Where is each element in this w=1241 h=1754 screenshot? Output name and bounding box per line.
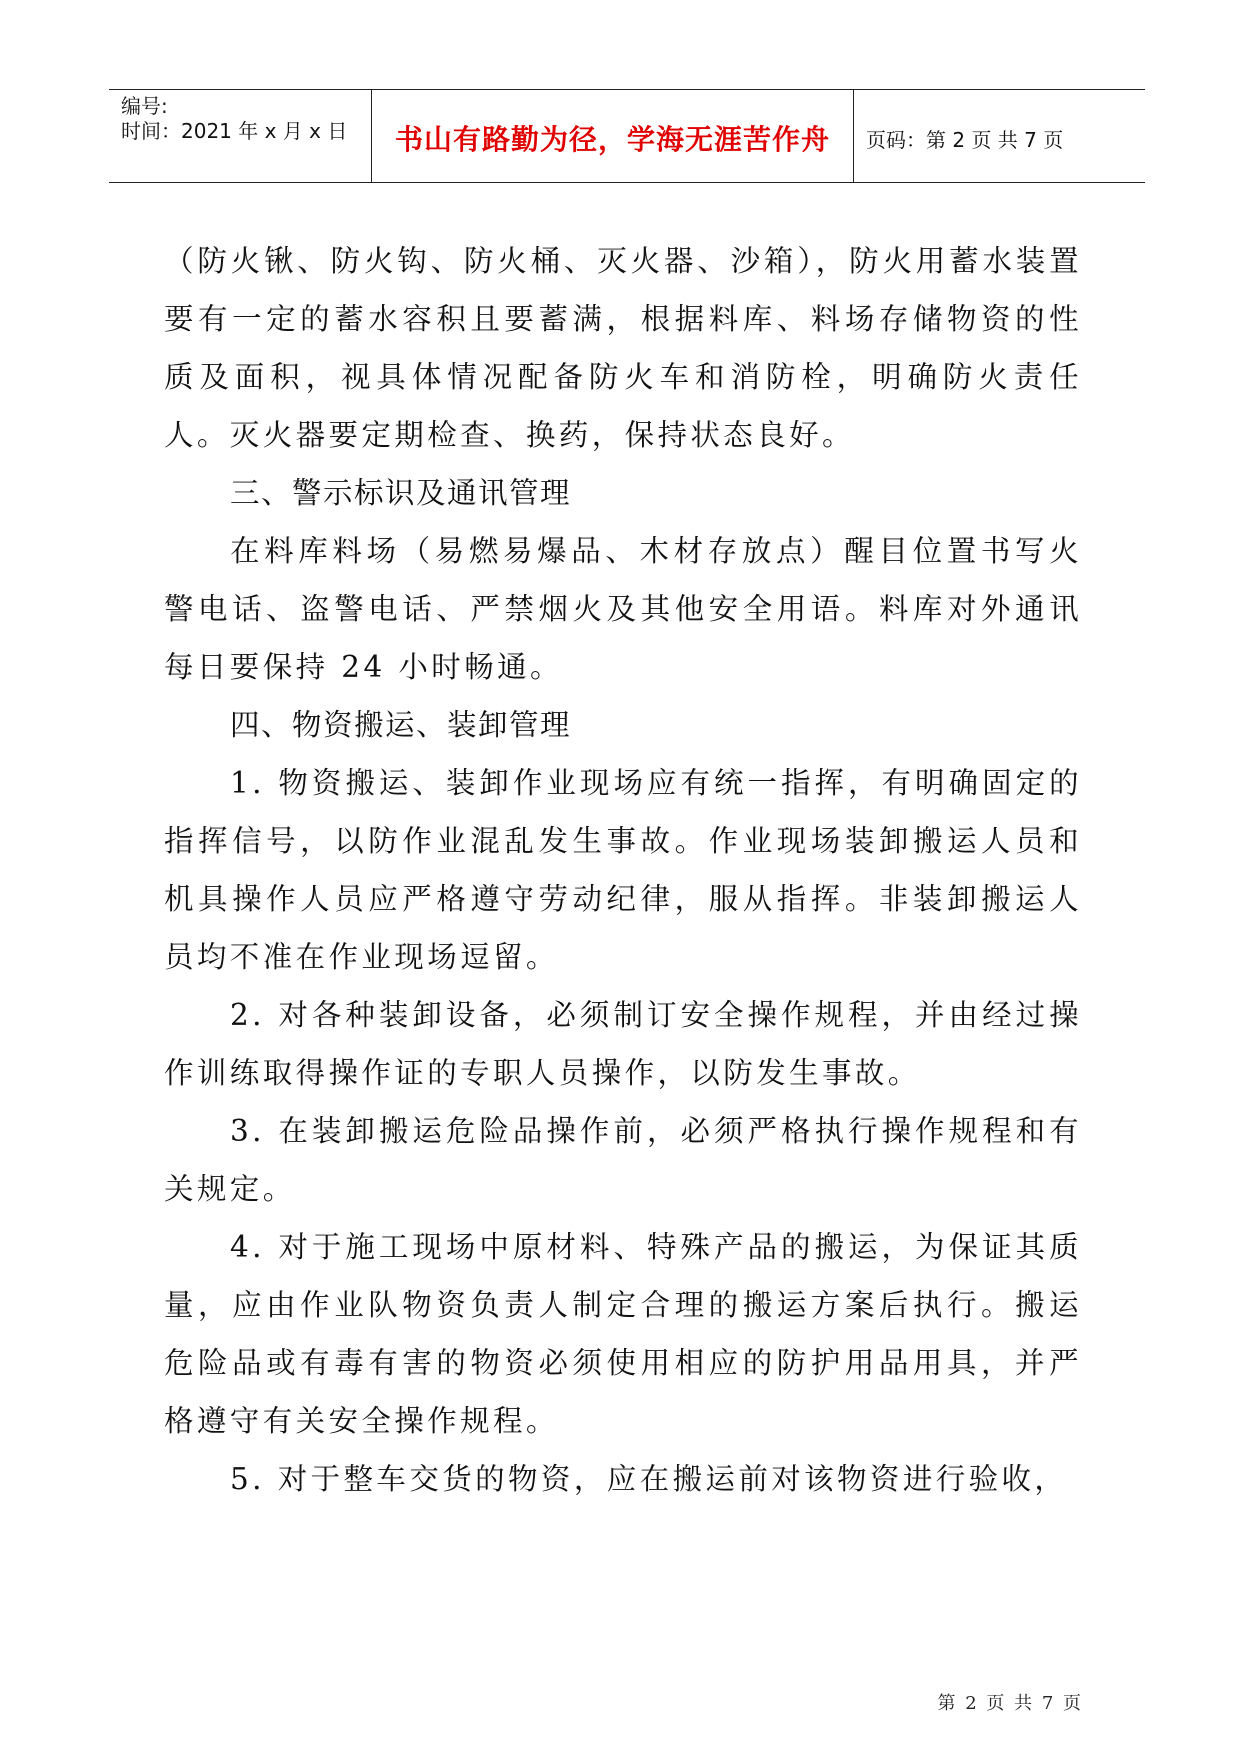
paragraph-fire-equipment: （防火锹、防火钩、防火桶、灭火器、沙箱），防火用蓄水装置要有一定的蓄水容积且要蓄满，根据料库、料场存储物资的性质及面积，视具体情况配备防火车和消防栓，明确防火责任人。灭火器要定期检查、换药，保持状态良好。 <box>164 244 1082 452</box>
header-page-indicator: 页码：第 2 页 共 7 页 <box>866 128 1064 152</box>
document-body <box>164 232 1082 1508</box>
header-center-cell <box>371 90 854 182</box>
page-footer: 第 2 页 共 7 页 <box>937 1693 1083 1714</box>
paragraph-item-3: 3. 在装卸搬运危险品操作前，必须严格执行操作规程和有关规定。 <box>164 1114 1082 1206</box>
paragraph-warning-signs: 在料库料场（易燃易爆品、木材存放点）醒目位置书写火警电话、盗警电话、严禁烟火及其他安全用语。料库对外通讯每日要保持 24 小时畅通。 <box>164 534 1082 684</box>
paragraph-item-4: 4. 对于施工现场中原材料、特殊产品的搬运，为保证其质量，应由作业队物资负责人制定合理的搬运方案后执行。搬运危险品或有毒有害的物资必须使用相应的防护用品用具，并严格遵守有关安全操作规程。 <box>164 1230 1082 1438</box>
header-left-cell <box>109 90 371 182</box>
section-heading-handling: 四、物资搬运、装卸管理 <box>230 708 572 742</box>
paragraph-item-1: 1. 物资搬运、装卸作业现场应有统一指挥，有明确固定的指挥信号，以防作业混乱发生事故。作业现场装卸搬运人员和机具操作人员应严格遵守劳动纪律，服从指挥。非装卸搬运人员均不准在作业现场逗留。 <box>164 766 1082 974</box>
header-right-cell <box>854 90 1145 182</box>
section-heading-warning-signs: 三、警示标识及通讯管理 <box>230 476 572 510</box>
paragraph-item-5: 5. 对于整车交货的物资，应在搬运前对该物资进行验收， <box>230 1462 1068 1496</box>
paragraph-item-2: 2. 对各种装卸设备，必须制订安全操作规程，并由经过操作训练取得操作证的专职人员操作，以防发生事故。 <box>164 998 1082 1090</box>
header-table <box>109 89 1145 183</box>
document-code-label: 编号: <box>121 94 168 118</box>
document-time: 时间：2021 年 x 月 x 日 <box>121 119 348 143</box>
header-motto: 书山有路勤为径，学海无涯苦作舟 <box>394 123 830 156</box>
